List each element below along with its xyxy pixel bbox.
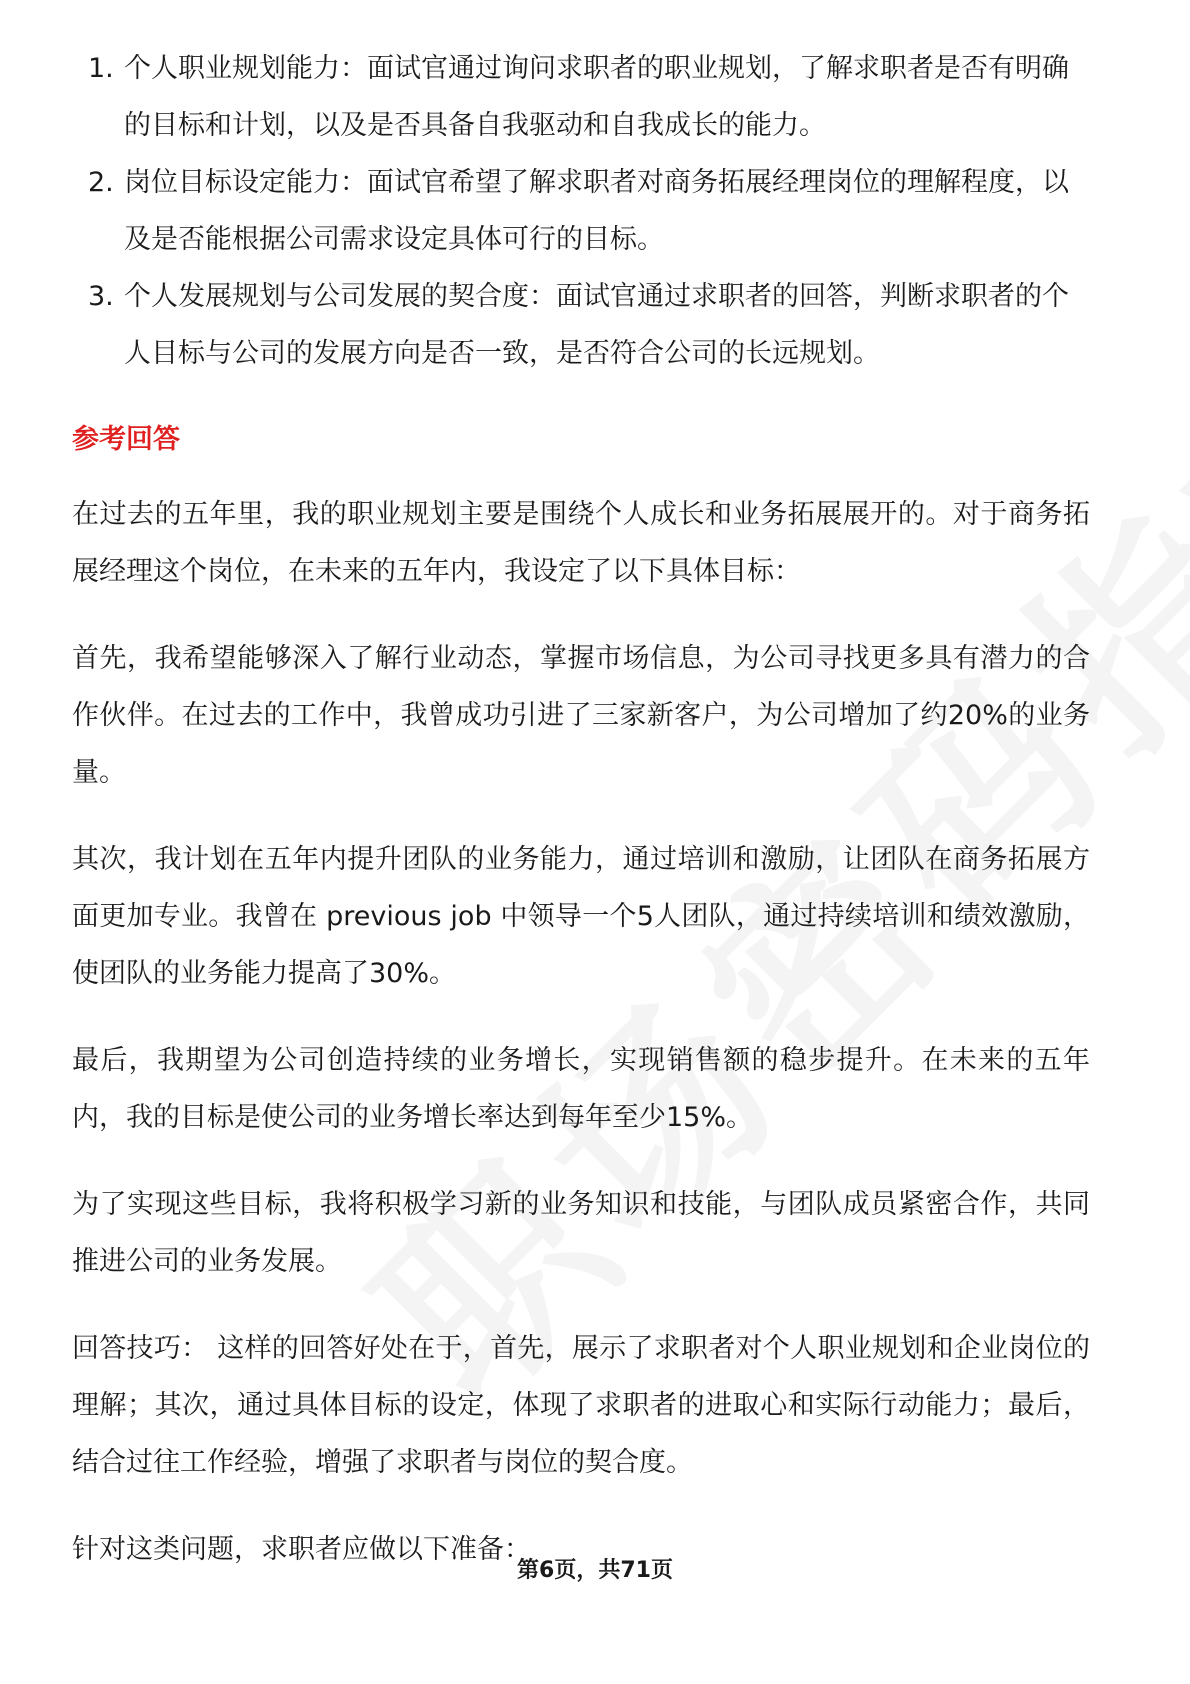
list-item (72, 154, 1090, 268)
paragraph: 其次，我计划在五年内提升团队的业务能力，通过培训和激励，让团队在商务拓展方面更加专业。我曾在 previous job 中领导一个5人团队，通过持续培训和绩效激励，使团队的业务能力提高了30%。 (72, 844, 1090, 989)
paragraph: 最后，我期望为公司创造持续的业务增长，实现销售额的稳步提升。在未来的五年内，我的目标是使公司的业务增长率达到每年至少15%。 (72, 1045, 1090, 1133)
list-text: 个人发展规划与公司发展的契合度：面试官通过求职者的回答，判断求职者的个人目标与公司的发展方向是否一致，是否符合公司的长远规划。 (124, 281, 1069, 369)
list-number: 2. (88, 167, 114, 198)
list-number: 3. (88, 281, 114, 312)
section-title: 参考回答 (72, 424, 180, 455)
paragraph: 回答技巧： 这样的回答好处在于，首先，展示了求职者对个人职业规划和企业岗位的理解；其次，通过具体目标的设定，体现了求职者的进取心和实际行动能力；最后，结合过往工作经验，增强了求职者与岗位的契合度。 (72, 1333, 1090, 1478)
list-item (72, 40, 1090, 154)
paragraph: 针对这类问题，求职者应做以下准备： (72, 1534, 531, 1565)
list-item (72, 268, 1090, 382)
paragraph: 在过去的五年里，我的职业规划主要是围绕个人成长和业务拓展展开的。对于商务拓展经理这个岗位，在未来的五年内，我设定了以下具体目标： (72, 499, 1090, 587)
page-number: 第6页，共71页 (517, 1558, 673, 1583)
list-text: 岗位目标设定能力：面试官希望了解求职者对商务拓展经理岗位的理解程度，以及是否能根据公司需求设定具体可行的目标。 (124, 167, 1069, 255)
paragraph: 首先，我希望能够深入了解行业动态，掌握市场信息，为公司寻找更多具有潜力的合作伙伴。在过去的工作中，我曾成功引进了三家新客户，为公司增加了约20%的业务量。 (72, 643, 1090, 788)
evaluation-list (72, 40, 1090, 382)
list-text: 个人职业规划能力：面试官通过询问求职者的职业规划，了解求职者是否有明确的目标和计划，以及是否具备自我驱动和自我成长的能力。 (124, 53, 1069, 141)
paragraph: 为了实现这些目标，我将积极学习新的业务知识和技能，与团队成员紧密合作，共同推进公司的业务发展。 (72, 1189, 1090, 1277)
list-number: 1. (88, 53, 114, 84)
